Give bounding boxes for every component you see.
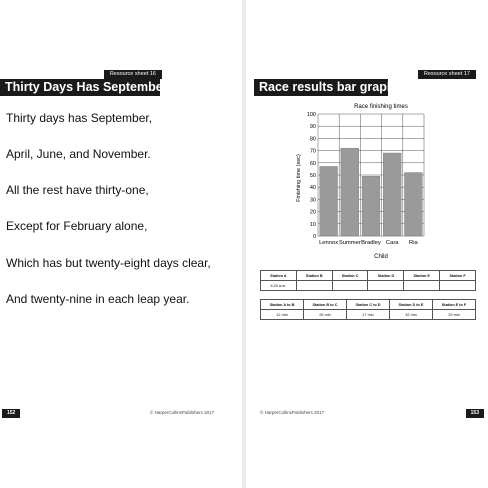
bar-bradley xyxy=(362,176,380,236)
y-tick-label: 40 xyxy=(309,185,316,192)
table-cell: 29 min xyxy=(433,310,476,320)
table-header-cell: Station E to F xyxy=(433,300,476,310)
y-tick-label: 90 xyxy=(309,124,316,131)
right-page xyxy=(246,0,488,488)
page-number: 152 xyxy=(2,409,20,418)
bar-summer xyxy=(341,148,359,236)
y-tick-label: 0 xyxy=(312,234,316,240)
table-header-row xyxy=(261,271,476,281)
table-header-cell: Station A xyxy=(261,271,297,281)
table-header-cell: Station C xyxy=(332,271,368,281)
y-tick-label: 70 xyxy=(309,148,316,155)
y-axis-label: Finishing time (sec) xyxy=(296,154,302,202)
chart-title: Race finishing times xyxy=(354,104,408,110)
left-page xyxy=(0,0,242,488)
copyright-notice: © HarperCollinsPublishers 2017 xyxy=(260,410,325,415)
y-tick-label: 80 xyxy=(309,136,316,143)
table-cell: 17 min xyxy=(347,310,390,320)
table-header-cell: Station E xyxy=(404,271,440,281)
station-gap-table xyxy=(260,299,476,320)
poem-line: April, June, and November. xyxy=(6,147,151,161)
poem-line: Except for February alone, xyxy=(6,219,148,233)
table-header-cell: Station D to E xyxy=(390,300,433,310)
y-tick-label: 100 xyxy=(306,112,316,118)
chart-categories xyxy=(319,240,418,246)
table-row xyxy=(261,310,476,320)
table-cell xyxy=(296,281,332,291)
y-tick-label: 20 xyxy=(309,209,316,216)
table-cell xyxy=(404,281,440,291)
y-tick-label: 50 xyxy=(309,173,316,179)
bar-ria xyxy=(404,173,422,236)
table-header-cell: Station B to C xyxy=(304,300,347,310)
chart-ticks xyxy=(307,112,316,240)
table-cell: 26 min xyxy=(304,310,347,320)
category-label: Lennox xyxy=(319,240,339,246)
table-header-row xyxy=(261,300,476,310)
category-label: Bradley xyxy=(361,240,381,246)
table-header-cell: Station C to D xyxy=(347,300,390,310)
table-cell xyxy=(332,281,368,291)
bar-cara xyxy=(383,153,401,236)
table-header-cell: Station B xyxy=(296,271,332,281)
table-row xyxy=(261,281,476,291)
table-header-cell: Station F xyxy=(440,271,476,281)
page-number: 153 xyxy=(466,409,484,418)
resource-sheet-tab: Resource sheet 17 xyxy=(418,70,476,79)
table-cell xyxy=(368,281,404,291)
poem-line: All the rest have thirty-one, xyxy=(6,183,149,197)
table-cell: 6.20 a.m. xyxy=(261,281,297,291)
station-times-table xyxy=(260,270,476,291)
table-cell xyxy=(440,281,476,291)
y-tick-label: 30 xyxy=(309,197,316,204)
x-axis-label: Child xyxy=(374,254,388,260)
category-label: Cara xyxy=(385,240,399,246)
table-header-cell: Station A to B xyxy=(261,300,304,310)
y-tick-label: 10 xyxy=(309,221,316,228)
y-tick-label: 60 xyxy=(309,160,316,167)
copyright-notice: © HarperCollinsPublishers 2017 xyxy=(150,410,215,415)
page-title: Race results bar graph xyxy=(254,79,388,96)
poem-line: And twenty-nine in each leap year. xyxy=(6,292,190,306)
table-header-cell: Station D xyxy=(368,271,404,281)
category-label: Ria xyxy=(409,240,418,246)
resource-sheet-tab: Resource sheet 16 xyxy=(104,70,162,79)
table-cell: 12 min xyxy=(261,310,304,320)
table-cell: 32 min xyxy=(390,310,433,320)
page-title: Thirty Days Has September xyxy=(0,79,160,96)
chart-bars xyxy=(320,148,423,236)
category-label: Summer xyxy=(338,240,361,246)
poem-line: Which has but twenty-eight days clear, xyxy=(6,256,211,270)
bar-lennox xyxy=(320,166,338,236)
bar-chart xyxy=(286,100,436,265)
poem-line: Thirty days has September, xyxy=(6,111,153,125)
